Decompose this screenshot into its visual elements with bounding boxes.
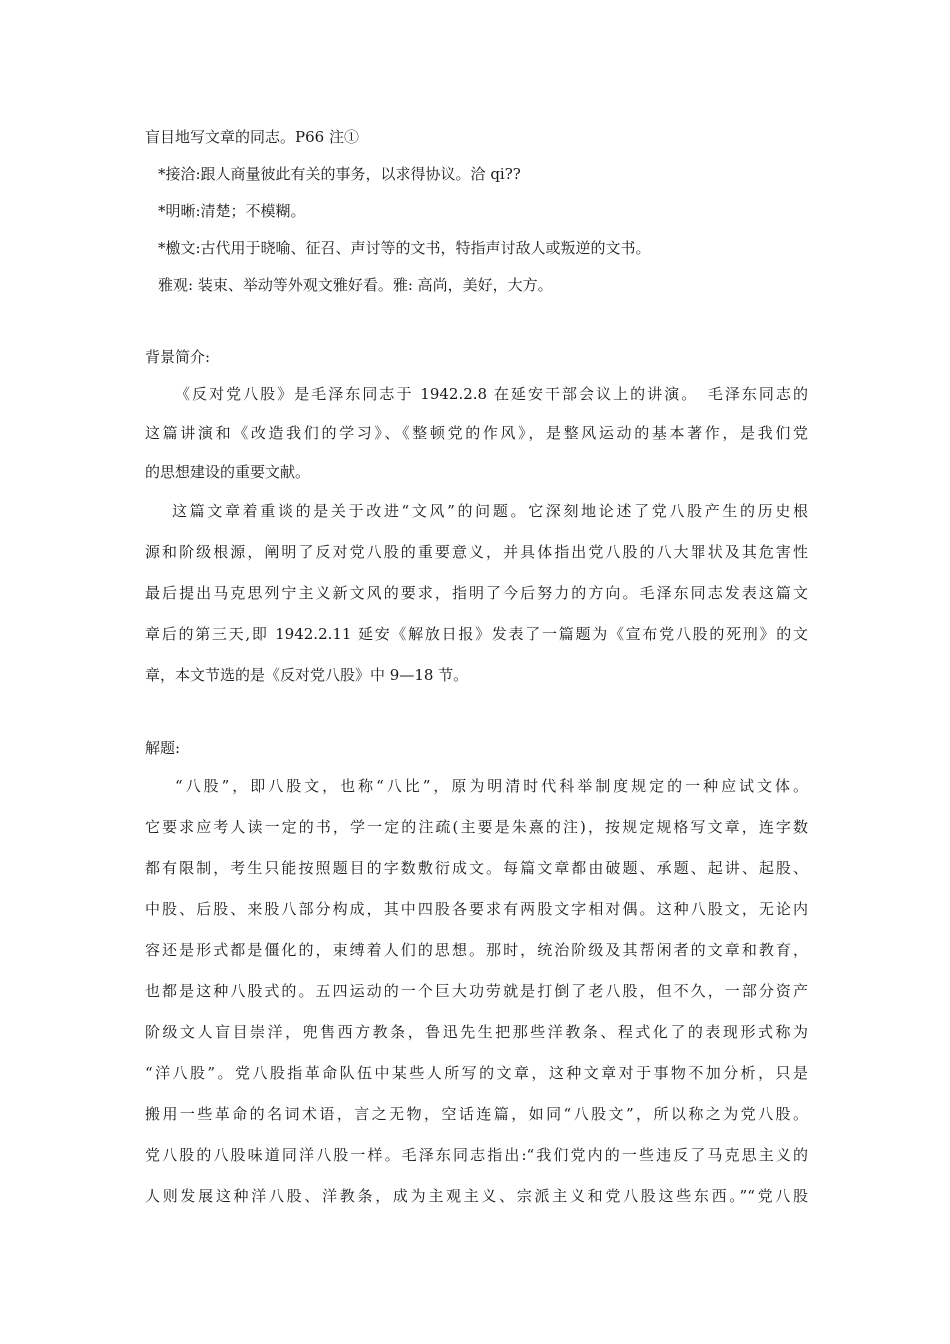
paragraph-line: 《反对党八股》是毛泽东同志于 1942.2.8 在延安干部会议上的讲演。 毛泽东同志的 <box>175 385 808 403</box>
note-line: *檄文:古代用于晓喻、征召、声讨等的文书，特指声讨敌人或叛逆的文书。 <box>158 239 651 257</box>
section-heading: 解题: <box>145 739 181 757</box>
note-line: *接洽:跟人商量彼此有关的事务，以求得协议。洽 qi?? <box>158 165 521 183</box>
note-line: 盲目地写文章的同志。P66 注① <box>145 128 359 146</box>
paragraph-line: 党八股的八股味道同洋八股一样。毛泽东同志指出:“我们党内的一些违反了马克思主义的 <box>145 1146 808 1164</box>
paragraph-line: 它要求应考人读一定的书，学一定的注疏(主要是朱熹的注)，按规定规格写文章，连字数 <box>145 818 808 836</box>
paragraph-line: 人则发展这种洋八股、洋教条，成为主观主义、宗派主义和党八股这些东西。”“党八股 <box>145 1187 808 1205</box>
note-line: 雅观: 装束、举动等外观文雅好看。雅: 高尚，美好，大方。 <box>158 276 553 294</box>
paragraph-line: 这篇文章着重谈的是关于改进“文风”的问题。它深刻地论述了党八股产生的历史根 <box>172 502 808 520</box>
paragraph-line: 的思想建设的重要文献。 <box>145 463 311 481</box>
paragraph-line: 章，本文节选的是《反对党八股》中 9—18 节。 <box>145 666 469 684</box>
paragraph-line: 中股、后股、来股八部分构成，其中四股各要求有两股文字相对偶。这种八股文，无论内 <box>145 900 808 918</box>
section-heading: 背景简介: <box>145 348 211 366</box>
paragraph-line: 搬用一些革命的名词术语，言之无物，空话连篇，如同“八股文”，所以称之为党八股。 <box>145 1105 808 1123</box>
paragraph-line: “洋八股”。党八股指革命队伍中某些人所写的文章，这种文章对于事物不加分析，只是 <box>145 1064 808 1082</box>
paragraph-line: 容还是形式都是僵化的，束缚着人们的思想。那时，统治阶级及其帮闲者的文章和教育， <box>145 941 808 959</box>
paragraph-line: 源和阶级根源，阐明了反对党八股的重要意义，并具体指出党八股的八大罪状及其危害性 <box>145 543 808 561</box>
note-line: *明晰:清楚；不模糊。 <box>158 202 306 220</box>
paragraph-line: “八股”，即八股文，也称“八比”，原为明清时代科举制度规定的一种应试文体。 <box>175 777 808 795</box>
paragraph-line: 也都是这种八股式的。五四运动的一个巨大功劳就是打倒了老八股，但不久，一部分资产 <box>145 982 808 1000</box>
paragraph-line: 阶级文人盲目崇洋，兜售西方教条，鲁迅先生把那些洋教条、程式化了的表现形式称为 <box>145 1023 808 1041</box>
paragraph-line: 都有限制，考生只能按照题目的字数敷衍成文。每篇文章都由破题、承题、起讲、起股、 <box>145 859 808 877</box>
paragraph-line: 这篇讲演和《改造我们的学习》、《整顿党的作风》，是整风运动的基本著作，是我们党 <box>145 424 808 442</box>
paragraph-line: 最后提出马克思列宁主义新文风的要求，指明了今后努力的方向。毛泽东同志发表这篇文 <box>145 584 808 602</box>
paragraph-line: 章后的第三天,即 1942.2.11 延安《解放日报》发表了一篇题为《宣布党八股的死刑》的文 <box>145 625 808 643</box>
